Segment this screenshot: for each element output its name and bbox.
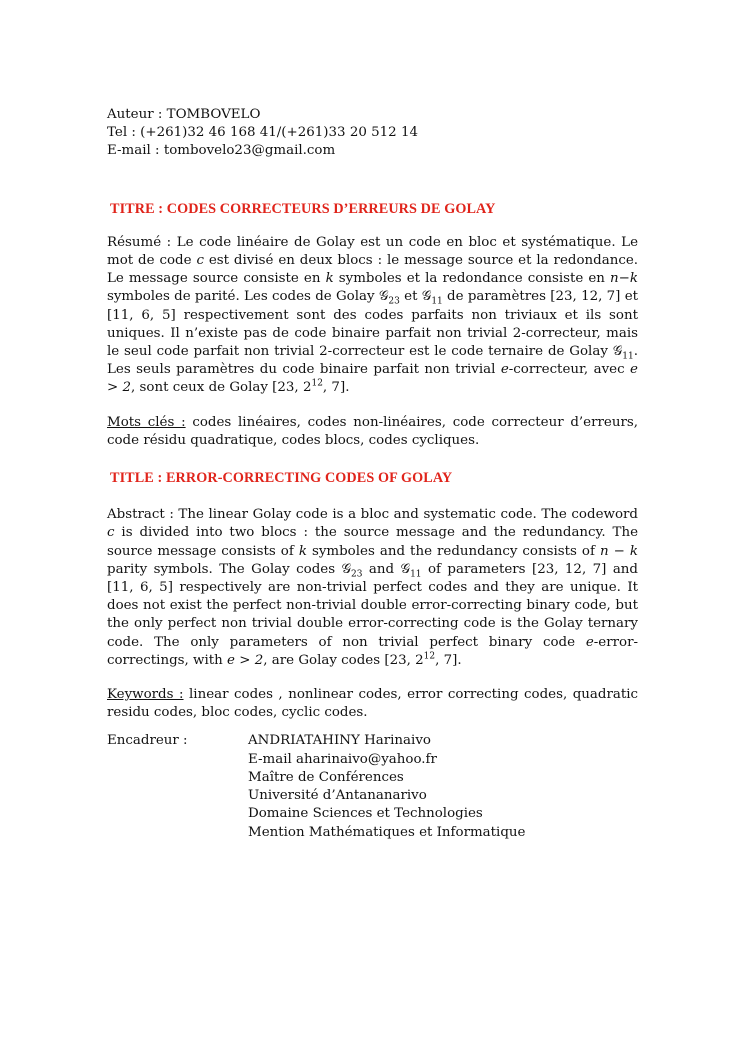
keywords-text: linear codes , nonlinear codes, error correcting codes, quadratic residu codes, bloc codes, cyclic codes.	[107, 687, 638, 721]
document-page	[107, 106, 638, 842]
resume-text: symboles et la redondance consiste en	[333, 271, 611, 287]
abstract-text: Abstract : The linear Golay code is a bloc and systematic code. The codeword	[107, 507, 638, 523]
supervisor-block	[107, 732, 638, 841]
resume-text: et	[620, 289, 638, 305]
math-superscript: 12	[311, 378, 323, 389]
english-title: TITLE : ERROR-CORRECTING CODES OF GOLAY	[110, 470, 453, 487]
math-subscript: 11	[622, 351, 634, 362]
math-condition: e > 2	[227, 652, 264, 668]
abstract-text: and	[362, 561, 401, 577]
english-abstract	[107, 506, 638, 670]
math-params: [23, 2	[272, 380, 312, 396]
abstract-text: respectively are non-trivial perfect codes and they are unique. It does not exist the perfect non-trivial double error-correcting binary code, but the only perfect non trivial double error-correcting code is the Golay ternary code. The only parameters of non trivial perfect binary code	[107, 580, 638, 650]
math-k: k	[298, 543, 307, 559]
math-params: [11, 6, 5]	[107, 580, 173, 596]
math-subscript: 23	[388, 297, 400, 308]
supervisor-label: Encadreur :	[107, 733, 188, 749]
math-superscript: 12	[423, 651, 436, 662]
math-subscript: 11	[431, 297, 443, 308]
math-condition: e > 2	[107, 362, 638, 396]
supervisor-mention: Mention Mathématiques et Informatique	[248, 824, 526, 840]
math-e: e	[500, 362, 509, 378]
resume-text: est divisé en deux blocs : le message source et la redondance. Le message source consiste en	[107, 253, 639, 287]
author-name: Auteur : TOMBOVELO	[107, 107, 261, 122]
resume-text: et	[399, 289, 422, 305]
math-subscript: 11	[410, 569, 422, 580]
author-email: E-mail : tombovelo23@gmail.com	[107, 143, 336, 159]
supervisor-details	[248, 732, 525, 841]
math-k: k	[325, 271, 334, 287]
supervisor-domain: Domaine Sciences et Technologies	[248, 806, 483, 822]
math-golay-g: 𝒢	[400, 561, 411, 577]
math-params: [11, 6, 5]	[107, 307, 176, 323]
math-params: [23, 12, 7]	[550, 289, 621, 305]
english-keywords	[107, 686, 638, 722]
abstract-text: and	[606, 561, 638, 577]
abstract-text: , are Golay codes	[263, 652, 385, 668]
french-keywords	[107, 414, 638, 450]
math-c: c	[107, 525, 115, 541]
resume-text: respectivement sont des codes parfaits non triviaux et ils sont uniques. Il n’existe pas de code binaire parfait non trivial	[107, 307, 638, 341]
math-two: 2	[319, 344, 328, 360]
supervisor-email: E-mail aharinaivo@yahoo.fr	[248, 751, 437, 767]
resume-text: .	[345, 380, 350, 396]
supervisor-rank: Maître de Conférences	[248, 769, 404, 785]
resume-text: -correcteur, mais le seul code parfait non trivial	[107, 325, 638, 360]
resume-text: Résumé : Le code linéaire de Golay est un code en bloc et systématique. Le mot de code	[107, 234, 638, 269]
keywords-label: Keywords :	[107, 687, 184, 703]
resume-text: , sont ceux de Golay	[131, 380, 273, 396]
math-golay-g: 𝒢	[341, 561, 352, 577]
math-params: , 7]	[322, 380, 346, 396]
abstract-text: symboles and the redundancy consists of	[306, 543, 600, 559]
math-params: [23, 12, 7]	[531, 561, 607, 577]
math-two: 2	[512, 325, 522, 341]
math-n-minus-k: n−k	[610, 271, 638, 287]
math-c: c	[196, 253, 204, 269]
french-abstract	[107, 234, 638, 398]
resume-text: de paramètres	[442, 289, 551, 305]
abstract-text: is divided into two blocs : the source message and the redundancy. The source message consists of	[107, 525, 638, 559]
keywords-text: codes linéaires, codes non-linéaires, code correcteur d’erreurs, code résidu quadratique, codes blocs, codes cycliques.	[107, 414, 638, 448]
supervisor-name: ANDRIATAHINY Harinaivo	[248, 733, 431, 749]
resume-text: . Les seuls paramètres du code binaire parfait non trivial	[107, 344, 639, 378]
abstract-text: .	[457, 652, 462, 668]
math-golay-g: 𝒢	[421, 289, 432, 305]
math-subscript: 23	[351, 569, 363, 580]
keywords-label: Mots clés :	[107, 414, 186, 430]
math-params: , 7]	[435, 652, 458, 668]
author-info	[107, 106, 638, 161]
resume-text: -correcteur, avec	[508, 362, 631, 378]
math-n-minus-k: n − k	[599, 543, 638, 559]
resume-text: -correcteur est le code ternaire de Golay	[327, 344, 613, 360]
resume-text: symboles de parité. Les codes de Golay	[107, 289, 379, 305]
abstract-text: parity symbols. The Golay codes	[107, 561, 342, 577]
abstract-text: of parameters	[421, 561, 532, 577]
math-e: e	[585, 634, 594, 650]
math-params: [23, 2	[384, 652, 424, 668]
french-title: TITRE : CODES CORRECTEURS D’ERREURS DE GOLAY	[110, 200, 496, 217]
author-phone: Tel : (+261)32 46 168 41/(+261)33 20 512 14	[107, 125, 418, 141]
math-golay-g: 𝒢	[378, 289, 389, 305]
supervisor-university: Université d’Antananarivo	[248, 788, 427, 804]
abstract-text: -error-correctings, with	[107, 634, 638, 668]
math-golay-g: 𝒢	[612, 344, 623, 360]
